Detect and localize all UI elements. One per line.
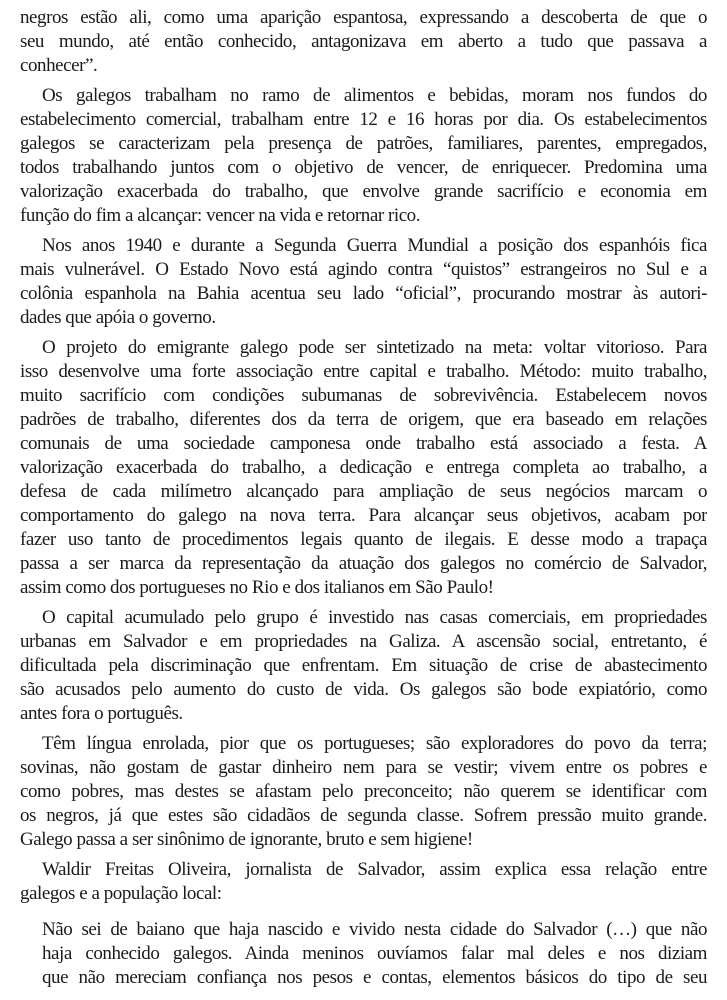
text-line: são acusados pelo aumento do custo de vida. Os galegos são bode expiatório, como — [20, 679, 707, 700]
text-line: O capital acumulado pelo grupo é investido nas casas comerciais, em propriedades — [42, 607, 707, 628]
text-line: mais vulnerável. O Estado Novo está agindo contra “quistos” estrangeiros no Sul e a — [20, 259, 707, 280]
document-page — [20, 6, 707, 990]
block-quote — [20, 918, 707, 990]
text-line: isso desenvolve uma forte associação entre capital e trabalho. Método: muito trabalho, — [20, 361, 707, 382]
text-line: colônia espanhola na Bahia acentua seu lado “oficial”, procurando mostrar às autori- — [20, 283, 707, 304]
paragraph — [20, 84, 707, 228]
text-line: função do fim a alcançar: vencer na vida e retornar rico. — [20, 205, 421, 226]
quote-line: Não sei de baiano que haja nascido e vivido nesta cidade do Salvador (…) que não — [42, 919, 707, 940]
text-line: dificultada pela discriminação que enfrentam. Em situação de crise de abastecimento — [20, 655, 707, 676]
text-line: O projeto do emigrante galego pode ser sintetizado na meta: voltar vitorioso. Para — [42, 337, 707, 358]
text-line: muito sacrifício com condições subumanas de sobrevivência. Estabelecem novos — [20, 385, 707, 406]
text-line: padrões de trabalho, diferentes dos da terra de origem, que era baseado em relações — [20, 409, 707, 430]
quote-line: que não mereciam confiança nos pesos e contas, elementos básicos do tipo de seu — [42, 967, 707, 988]
text-line: defesa de cada milímetro alcançado para ampliação de seus negócios marcam o — [20, 481, 707, 502]
text-line: seu mundo, até então conhecido, antagonizava em aberto a tudo que passava a — [20, 31, 707, 52]
text-line: Waldir Freitas Oliveira, jornalista de Salvador, assim explica essa relação entre — [42, 859, 707, 880]
paragraph — [20, 336, 707, 600]
text-line: comportamento do galego na nova terra. Para alcançar seus objetivos, acabam por — [20, 505, 707, 526]
paragraph — [20, 234, 707, 330]
text-line: os negros, já que estes são cidadãos de segunda classe. Sofrem pressão muito grande. — [20, 805, 707, 826]
text-line: Nos anos 1940 e durante a Segunda Guerra Mundial a posição dos espanhóis fica — [42, 235, 707, 256]
text-line: galegos se caracterizam pela presença de patrões, familiares, parentes, empregados, — [20, 133, 707, 154]
paragraph — [20, 732, 707, 852]
paragraph — [20, 606, 707, 726]
text-line: Os galegos trabalham no ramo de alimentos e bebidas, moram nos fundos do — [42, 85, 707, 106]
text-line: passa a ser marca da representação da atuação dos galegos no comércio de Salvador, — [20, 553, 707, 574]
paragraph — [20, 858, 707, 906]
text-line: conhecer”. — [20, 55, 98, 76]
text-line: todos trabalhando juntos com o objetivo de vencer, de enriquecer. Predomina uma — [20, 157, 707, 178]
text-line: galegos e a população local: — [20, 883, 222, 904]
text-line: sovinas, não gostam de gastar dinheiro nem para se vestir; vivem entre os pobres e — [20, 757, 707, 778]
text-line: Têm língua enrolada, pior que os portugueses; são exploradores do povo da terra; — [42, 733, 707, 754]
text-line: negros estão ali, como uma aparição espantosa, expressando a descoberta de que o — [20, 7, 707, 28]
text-line: valorização exacerbada do trabalho, a dedicação e entrega completa ao trabalho, a — [20, 457, 707, 478]
text-line: como pobres, mas destes se afastam pelo preconceito; não querem se identificar com — [20, 781, 707, 802]
text-line: assim como dos portugueses no Rio e dos italianos em São Paulo! — [20, 577, 494, 598]
text-line: comunais de uma sociedade camponesa onde trabalho está associado a festa. A — [20, 433, 707, 454]
text-line: dades que apóia o governo. — [20, 307, 216, 328]
paragraph — [20, 6, 707, 78]
text-line: Galego passa a ser sinônimo de ignorante, bruto e sem higiene! — [20, 829, 473, 850]
text-line: fazer uso tanto de procedimentos legais quanto de ilegais. E desse modo a trapaça — [20, 529, 707, 550]
text-line: antes fora o português. — [20, 703, 183, 724]
text-line: estabelecimento comercial, trabalham entre 12 e 16 horas por dia. Os estabelecimentos — [20, 109, 707, 130]
quote-line: haja conhecido galegos. Ainda meninos ouvíamos falar mal deles e nos diziam — [42, 943, 707, 964]
text-line: urbanas em Salvador e em propriedades na Galiza. A ascensão social, entretanto, é — [20, 631, 707, 652]
text-line: valorização exacerbada do trabalho, que envolve grande sacrifício e economia em — [20, 181, 707, 202]
